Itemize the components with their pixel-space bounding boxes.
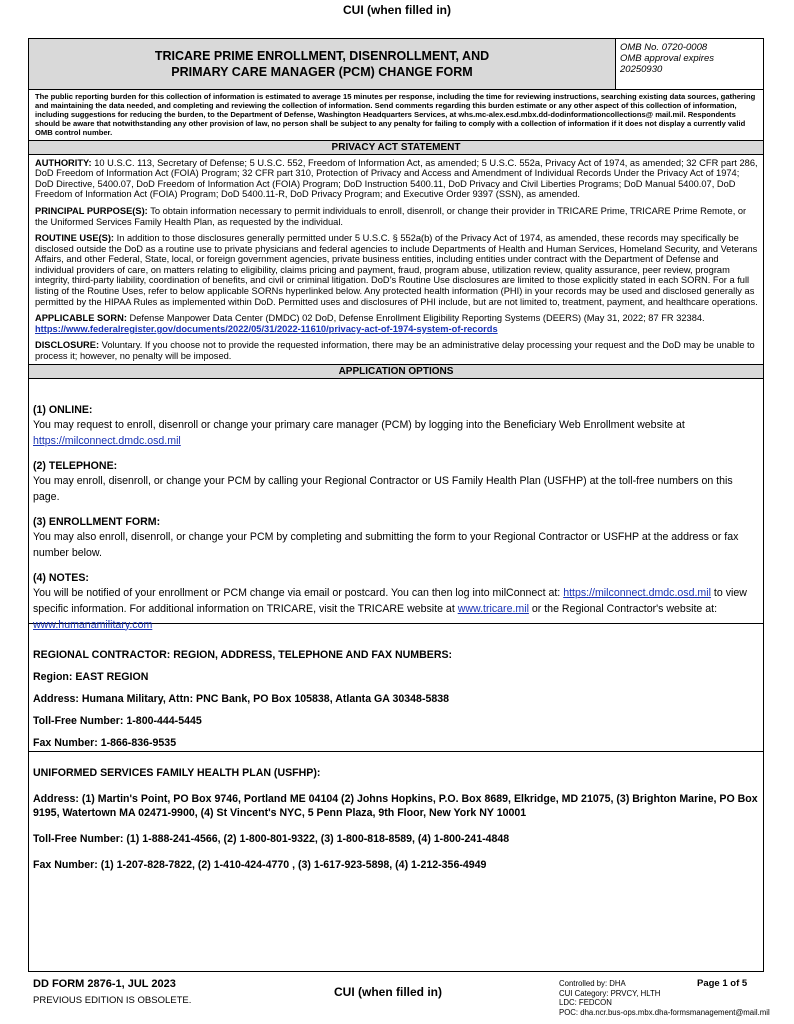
online-text: You may request to enroll, disenroll or change your primary care manager (PCM) by logging into the Beneficiary Web Enrollment website at https://milconnect.dmdc.osd.mil [33,418,685,447]
enrollment-form-text: You may also enroll, disenroll, or change your PCM by completing and submitting the form to your Regional Contractor or USFHP at the address or fax number below. [33,530,739,559]
usfhp-toll-free: Toll-Free Number: (1) 1-888-241-4566, (2) 1-800-801-9322, (3) 1-800-818-8589, (4) 1-800-241-4848 [33,832,510,845]
notes-heading: (4) NOTES: [33,571,89,584]
disclosure-text: Voluntary. If you choose not to provide the requested information, there may be an administrative delay processing your request and the DoD may be unable to process it; however, no penalty will be imposed. [35,340,755,362]
enrollment-form-heading: (3) ENROLLMENT FORM: [33,515,161,528]
milconnect-link[interactable]: https://milconnect.dmdc.osd.mil [33,434,181,447]
sorn-link[interactable]: https://www.federalregister.gov/documents/2022/05/31/2022-11610/privacy-act-of-1974-system-of-records [35,323,498,334]
sorn-paragraph [35,313,758,334]
regional-heading: REGIONAL CONTRACTOR: REGION, ADDRESS, TELEPHONE AND FAX NUMBERS: [33,648,453,661]
omb-number: OMB No. 0720-0008 [620,42,708,53]
cui-marking-bottom: CUI (when filled in) [334,985,442,999]
usfhp-address: Address: (1) Martin's Point, PO Box 9746, Portland ME 04104 (2) Johns Hopkins, P.O. Box 8689, Elkridge, MD 21075, (3) Brighton Marine, PO Box 9195, Watertown MA 02471-9900, (4) St Vincent's NYC, 5 Penn Plaza, 9th Floor, New York NY 10001 [33,792,758,819]
disclosure-label: DISCLOSURE: [35,340,100,351]
sorn-text: Defense Manpower Data Center (DMDC) 02 DoD, Defense Enrollment Eligibility Reporting Systems (DEERS) (May 31, 2022; 87 FR 32384. [126,313,705,324]
form-identifier: DD FORM 2876-1, JUL 2023 [33,978,176,990]
previous-edition-note: PREVIOUS EDITION IS OBSOLETE. [33,995,192,1006]
regional-address: Address: Humana Military, Attn: PNC Bank, PO Box 105838, Atlanta GA 30348-5838 [33,692,450,705]
routine-use-paragraph [35,233,758,307]
poc: POC: dha.ncr.bus-ops.mbx.dha-formsmanagement@mail.mil [559,1007,770,1017]
authority-label: AUTHORITY: [35,157,92,168]
page-number: Page 1 of 5 [697,978,748,989]
omb-expires-date: 20250930 [620,64,663,75]
humana-military-link[interactable]: www.humanamilitary.com [33,618,153,631]
cui-marking-top: CUI (when filled in) [343,3,451,17]
omb-expires-label: OMB approval expires [620,53,714,64]
usfhp-fax: Fax Number: (1) 1-207-828-7822, (2) 1-410-424-4770 , (3) 1-617-923-5898, (4) 1-212-356-4949 [33,858,487,871]
telephone-heading: (2) TELEPHONE: [33,459,118,472]
regional-fax: Fax Number: 1-866-836-9535 [33,736,177,749]
authority-text: 10 U.S.C. 113, Secretary of Defense; 5 U.S.C. 552, Freedom of Information Act, as amended; 5 U.S.C. 552a, Privacy Act of 1974, as amended; 32 CFR part 286, DoD Freedom of Information Act (FOIA) Program; 32 CFR part 310, Protection of Privacy and Access and Amendment of Individual Records Under the Privacy Act of 1974; DoD Directive, 5400.07, DoD Freedom of Information Act (FOIA) Program; DoD Instruction 5400.11, DoD Privacy and Civil Liberties Programs; DoD Manual 5400.07, DoD Freedom of Information Act (FOIA) Program; DoD 5400.11-R, DoD Privacy Program; and Executive Order 9397 (SSN), as amended. [35,157,758,200]
privacy-act-body [29,155,763,364]
form-title-line2: PRIMARY CARE MANAGER (PCM) CHANGE FORM [171,65,473,79]
sorn-label: APPLICABLE SORN: [35,313,127,324]
online-heading: (1) ONLINE: [33,403,93,416]
tricare-link[interactable]: www.tricare.mil [457,602,529,615]
form-title-line1: TRICARE PRIME ENROLLMENT, DISENROLLMENT, AND [154,49,490,63]
regional-region: Region: EAST REGION [33,670,149,683]
usfhp-section [29,751,763,872]
cui-control-block [559,979,791,1017]
routine-use-label: ROUTINE USE(S): [35,233,115,244]
privacy-act-heading: PRIVACY ACT STATEMENT [29,141,763,155]
burden-statement: The public reporting burden for this collection of information is estimated to average 15 minutes per response, including the time for reviewing instructions, searching existing data sources, gathering and maintaining the data needed, and completing and reviewing the collection of information. Send comments regarding this burden estimate or any other aspect of this collection of information, including suggestions for reducing the burden, to the Department of Defense, Washington Headquarters Services, at whs.mc-alex.esd.mbx.dd-dodinformationcollections@ mail.mil. Respondents should be aware that notwithstanding any other provision of law, no person shall be subject to any penalty for failing to comply with a collection of information if it does not display a currently valid OMB control number. [29,90,763,141]
notes-text: You will be notified of your enrollment or PCM change via email or postcard. You can then log into milConnect at: https://milconnect.dmdc.osd.mil to view specific information. For additional information on TRICARE, visit the TRICARE website at www.tricare.mil or the Regional Contractor's website at: www.humanamilitary.com [33,586,747,631]
purpose-paragraph [35,206,758,227]
milconnect-notes-link[interactable]: https://milconnect.dmdc.osd.mil [563,586,711,599]
purpose-label: PRINCIPAL PURPOSE(S): [35,205,148,216]
routine-use-text: In addition to those disclosures generally permitted under 5 U.S.C. § 552a(b) of the Privacy Act of 1974, as amended, these records may specifically be disclosed outside the DoD as a routine use to private physicians and federal agencies to include Departments of Health and Human Services, Homeland Security, and Veterans Affairs, and other Federal, State, local, or foreign government agencies, private business entities, including entities under contract with the Department of Defense and individual providers of care, on matters relating to eligibility, claims pricing and payment, fraud, program abuse, utilization review, quality assurance, peer review, program integrity, third-party liability, coordination of benefits, and civil or criminal litigation. DoD’s Routine Use disclosures are limited to those explicitly stated in each SORN. For a full listing of the Routine Uses, refer to below applicable SORNs hyperlinked below. Any protected health information (PHI) in your records may be used and disclosed generally as permitted by the HIPAA Rules as implemented within DoD. Permitted uses and disclosures of PHI include, but are not limited to, treatment, payment, and healthcare operations. [35,233,758,307]
omb-box [616,39,763,89]
ldc: LDC: FEDCON [559,998,612,1008]
cui-category: CUI Category: PRVCY, HLTH [559,988,661,998]
form-title [29,39,616,89]
telephone-text: You may enroll, disenroll, or change your PCM by calling your Regional Contractor or US Family Health Plan (USFHP) at the toll-free numbers on this page. [33,474,733,503]
controlled-by: Controlled by: DHA [559,979,626,988]
application-options-body [29,379,763,631]
page-footer [0,976,794,1024]
usfhp-heading: UNIFORMED SERVICES FAMILY HEALTH PLAN (USFHP): [33,766,321,779]
regional-toll-free: Toll-Free Number: 1-800-444-5445 [33,714,202,727]
application-options-heading: APPLICATION OPTIONS [29,364,763,379]
purpose-text: To obtain information necessary to permit individuals to enroll, disenroll, or change their provider in TRICARE Prime, TRICARE Prime Remote, or the Uniformed Services Family Health Plan, as requested by the individual. [35,205,747,227]
form-page [28,38,764,972]
regional-contractor-section [29,623,763,751]
disclosure-paragraph [35,340,758,361]
authority-paragraph [35,158,758,200]
form-header [29,39,763,90]
